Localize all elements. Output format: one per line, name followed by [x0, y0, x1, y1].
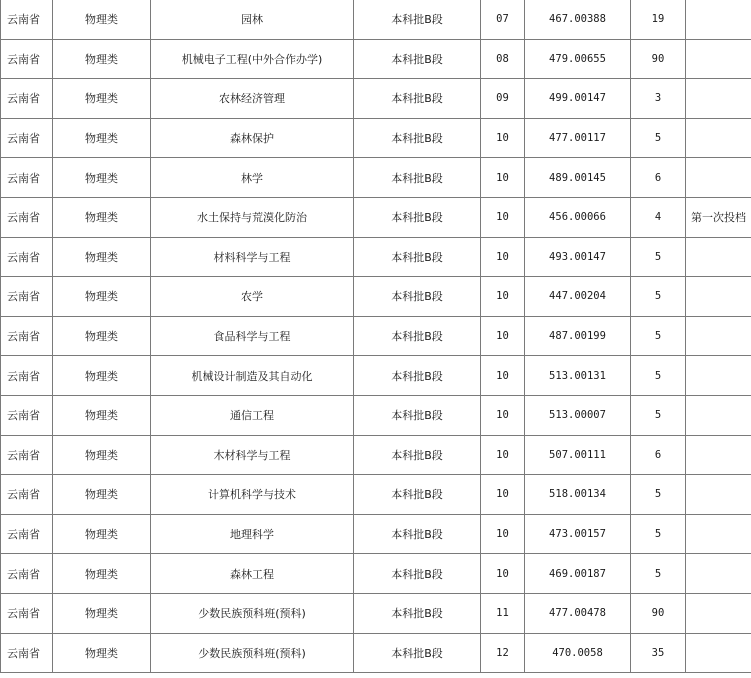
count-cell: 35: [631, 633, 686, 673]
major-cell: 计算机科学与技术: [151, 475, 354, 515]
score-cell: 473.00157: [525, 514, 631, 554]
score-cell: 513.00007: [525, 395, 631, 435]
group-cell: 10: [481, 237, 525, 277]
score-cell: 477.00117: [525, 118, 631, 158]
batch-cell: 本科批B段: [354, 593, 481, 633]
province-cell: 云南省: [1, 237, 53, 277]
score-cell: 487.00199: [525, 316, 631, 356]
group-cell: 10: [481, 158, 525, 198]
note-cell: [686, 475, 751, 515]
group-cell: 10: [481, 514, 525, 554]
batch-cell: 本科批B段: [354, 197, 481, 237]
group-cell: 10: [481, 395, 525, 435]
major-cell: 材料科学与工程: [151, 237, 354, 277]
province-cell: 云南省: [1, 633, 53, 673]
category-cell: 物理类: [53, 475, 151, 515]
table-row: [1, 356, 751, 396]
note-cell: [686, 514, 751, 554]
table-row: [1, 0, 751, 39]
score-cell: 518.00134: [525, 475, 631, 515]
province-cell: 云南省: [1, 316, 53, 356]
batch-cell: 本科批B段: [354, 237, 481, 277]
count-cell: 19: [631, 0, 686, 39]
group-cell: 10: [481, 197, 525, 237]
note-cell: 第一次投档: [686, 197, 751, 237]
score-cell: 499.00147: [525, 79, 631, 119]
batch-cell: 本科批B段: [354, 118, 481, 158]
group-cell: 10: [481, 475, 525, 515]
note-cell: [686, 118, 751, 158]
category-cell: 物理类: [53, 118, 151, 158]
major-cell: 机械设计制造及其自动化: [151, 356, 354, 396]
batch-cell: 本科批B段: [354, 475, 481, 515]
note-cell: [686, 356, 751, 396]
table-body: [1, 0, 751, 673]
score-cell: 513.00131: [525, 356, 631, 396]
batch-cell: 本科批B段: [354, 435, 481, 475]
category-cell: 物理类: [53, 197, 151, 237]
score-cell: 469.00187: [525, 554, 631, 594]
count-cell: 6: [631, 158, 686, 198]
province-cell: 云南省: [1, 435, 53, 475]
province-cell: 云南省: [1, 395, 53, 435]
note-cell: [686, 79, 751, 119]
count-cell: 3: [631, 79, 686, 119]
note-cell: [686, 593, 751, 633]
batch-cell: 本科批B段: [354, 554, 481, 594]
count-cell: 5: [631, 514, 686, 554]
table-row: [1, 158, 751, 198]
note-cell: [686, 435, 751, 475]
note-cell: [686, 158, 751, 198]
count-cell: 5: [631, 554, 686, 594]
category-cell: 物理类: [53, 39, 151, 79]
count-cell: 5: [631, 395, 686, 435]
table-row: [1, 435, 751, 475]
table-row: [1, 277, 751, 317]
group-cell: 10: [481, 118, 525, 158]
major-cell: 农学: [151, 277, 354, 317]
major-cell: 森林工程: [151, 554, 354, 594]
batch-cell: 本科批B段: [354, 395, 481, 435]
major-cell: 地理科学: [151, 514, 354, 554]
major-cell: 木材科学与工程: [151, 435, 354, 475]
note-cell: [686, 633, 751, 673]
province-cell: 云南省: [1, 39, 53, 79]
category-cell: 物理类: [53, 633, 151, 673]
batch-cell: 本科批B段: [354, 514, 481, 554]
category-cell: 物理类: [53, 237, 151, 277]
count-cell: 5: [631, 475, 686, 515]
category-cell: 物理类: [53, 158, 151, 198]
category-cell: 物理类: [53, 0, 151, 39]
major-cell: 机械电子工程(中外合作办学): [151, 39, 354, 79]
group-cell: 10: [481, 554, 525, 594]
batch-cell: 本科批B段: [354, 0, 481, 39]
major-cell: 通信工程: [151, 395, 354, 435]
batch-cell: 本科批B段: [354, 316, 481, 356]
score-cell: 493.00147: [525, 237, 631, 277]
major-cell: 水土保持与荒漠化防治: [151, 197, 354, 237]
batch-cell: 本科批B段: [354, 277, 481, 317]
note-cell: [686, 39, 751, 79]
score-cell: 447.00204: [525, 277, 631, 317]
batch-cell: 本科批B段: [354, 79, 481, 119]
major-cell: 森林保护: [151, 118, 354, 158]
category-cell: 物理类: [53, 356, 151, 396]
table-row: [1, 237, 751, 277]
category-cell: 物理类: [53, 79, 151, 119]
province-cell: 云南省: [1, 158, 53, 198]
table-row: [1, 593, 751, 633]
province-cell: 云南省: [1, 475, 53, 515]
table-row: [1, 316, 751, 356]
note-cell: [686, 277, 751, 317]
table-row: [1, 395, 751, 435]
table-row: [1, 514, 751, 554]
count-cell: 90: [631, 39, 686, 79]
table-row: [1, 475, 751, 515]
note-cell: [686, 237, 751, 277]
batch-cell: 本科批B段: [354, 39, 481, 79]
table-row: [1, 197, 751, 237]
group-cell: 11: [481, 593, 525, 633]
table-row: [1, 118, 751, 158]
province-cell: 云南省: [1, 0, 53, 39]
count-cell: 5: [631, 118, 686, 158]
group-cell: 10: [481, 316, 525, 356]
province-cell: 云南省: [1, 79, 53, 119]
province-cell: 云南省: [1, 197, 53, 237]
score-cell: 470.0058: [525, 633, 631, 673]
table-row: [1, 39, 751, 79]
note-cell: [686, 316, 751, 356]
table-row: [1, 79, 751, 119]
category-cell: 物理类: [53, 277, 151, 317]
group-cell: 10: [481, 277, 525, 317]
group-cell: 09: [481, 79, 525, 119]
score-cell: 479.00655: [525, 39, 631, 79]
province-cell: 云南省: [1, 514, 53, 554]
category-cell: 物理类: [53, 554, 151, 594]
major-cell: 林学: [151, 158, 354, 198]
note-cell: [686, 554, 751, 594]
group-cell: 10: [481, 356, 525, 396]
count-cell: 4: [631, 197, 686, 237]
table-row: [1, 554, 751, 594]
category-cell: 物理类: [53, 316, 151, 356]
category-cell: 物理类: [53, 435, 151, 475]
score-cell: 467.00388: [525, 0, 631, 39]
group-cell: 12: [481, 633, 525, 673]
province-cell: 云南省: [1, 554, 53, 594]
group-cell: 07: [481, 0, 525, 39]
count-cell: 5: [631, 356, 686, 396]
major-cell: 农林经济管理: [151, 79, 354, 119]
count-cell: 5: [631, 316, 686, 356]
score-cell: 456.00066: [525, 197, 631, 237]
note-cell: [686, 395, 751, 435]
major-cell: 少数民族预科班(预科): [151, 633, 354, 673]
count-cell: 5: [631, 277, 686, 317]
score-cell: 489.00145: [525, 158, 631, 198]
note-cell: [686, 0, 751, 39]
score-cell: 507.00111: [525, 435, 631, 475]
batch-cell: 本科批B段: [354, 356, 481, 396]
group-cell: 08: [481, 39, 525, 79]
province-cell: 云南省: [1, 118, 53, 158]
table-row: [1, 633, 751, 673]
major-cell: 少数民族预科班(预科): [151, 593, 354, 633]
major-cell: 园林: [151, 0, 354, 39]
category-cell: 物理类: [53, 593, 151, 633]
count-cell: 6: [631, 435, 686, 475]
score-cell: 477.00478: [525, 593, 631, 633]
province-cell: 云南省: [1, 593, 53, 633]
category-cell: 物理类: [53, 395, 151, 435]
group-cell: 10: [481, 435, 525, 475]
major-cell: 食品科学与工程: [151, 316, 354, 356]
province-cell: 云南省: [1, 277, 53, 317]
batch-cell: 本科批B段: [354, 633, 481, 673]
province-cell: 云南省: [1, 356, 53, 396]
category-cell: 物理类: [53, 514, 151, 554]
count-cell: 5: [631, 237, 686, 277]
batch-cell: 本科批B段: [354, 158, 481, 198]
count-cell: 90: [631, 593, 686, 633]
